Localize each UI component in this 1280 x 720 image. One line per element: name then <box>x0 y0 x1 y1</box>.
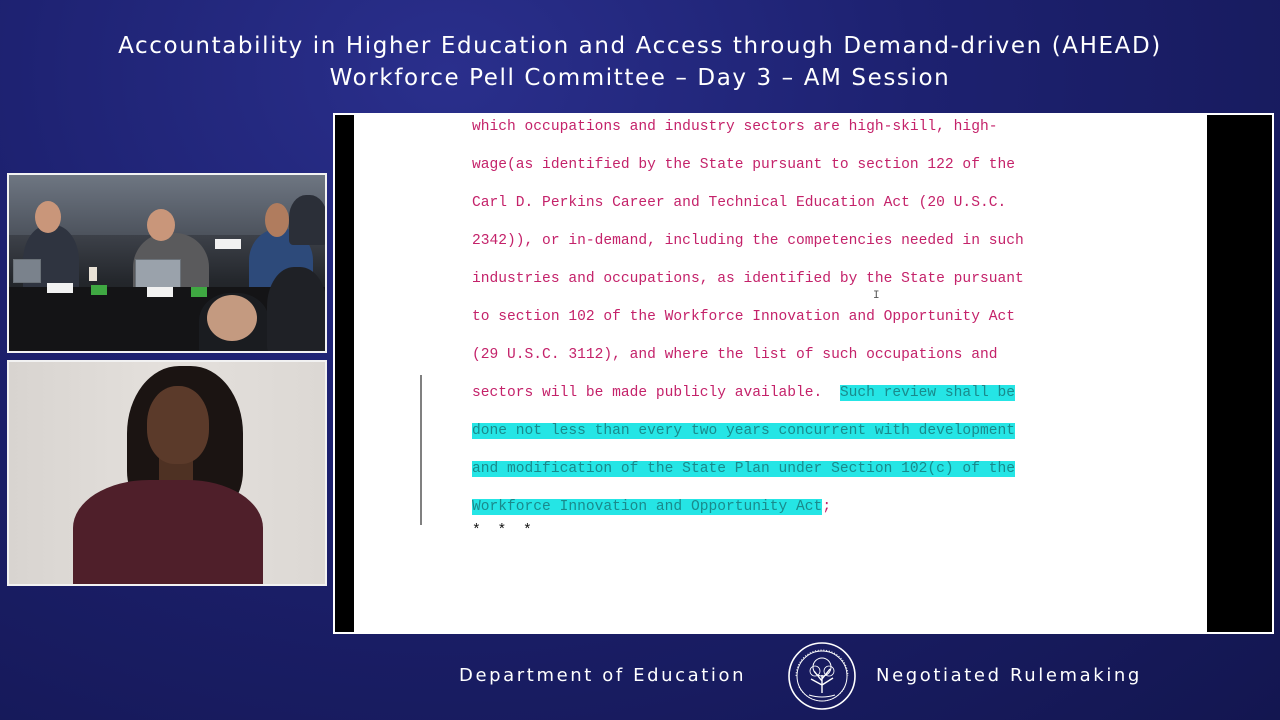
document-line <box>472 374 1132 412</box>
document-text-segment: 2342)), or in-demand, including the competencies needed in such <box>472 233 1024 249</box>
coffee-cup <box>89 267 97 281</box>
text-cursor-icon: I <box>873 290 880 302</box>
document-line <box>472 260 1132 298</box>
highlighted-text: Such review shall be <box>839 385 1015 401</box>
document-text-segment: ; <box>822 499 832 515</box>
document-text-segment: which occupations and industry sectors are high-skill, high- <box>472 119 998 135</box>
document-text-segment: to section 102 of the Workforce Innovation and Opportunity Act <box>472 309 1015 325</box>
session-title-line-1: Accountability in Higher Education and Access through Demand-driven (AHEAD) <box>118 33 1162 59</box>
green-card <box>91 285 107 295</box>
document-line <box>472 146 1132 184</box>
green-card <box>191 287 207 297</box>
participant-3-head <box>265 203 289 237</box>
highlighted-text: and modification of the State Plan under Section 102(c) of the <box>472 461 1015 477</box>
document-text-segment: Carl D. Perkins Career and Technical Education Act (20 U.S.C. <box>472 195 1007 211</box>
document-text-segment: wage(as identified by the State pursuant to section 122 of the <box>472 157 1015 173</box>
footer-rulemaking-label: Negotiated Rulemaking <box>876 665 1142 686</box>
document-page[interactable] <box>354 115 1207 632</box>
document-line <box>472 184 1132 222</box>
shared-document-viewer <box>333 113 1274 634</box>
document-line <box>472 336 1132 374</box>
department-of-education-seal-icon <box>787 641 857 711</box>
session-title <box>0 30 1280 94</box>
interpreter-body <box>73 480 263 586</box>
document-line <box>472 412 1132 450</box>
laptop <box>135 259 181 289</box>
participant-4 <box>289 195 327 245</box>
interpreter-video <box>7 360 327 586</box>
committee-room-video <box>7 173 327 353</box>
omission-stars: * * * <box>472 523 536 539</box>
interpreter-face <box>147 386 209 464</box>
document-line <box>472 488 1132 526</box>
participant-2-head <box>147 209 175 241</box>
document-text-segment: industries and occupations, as identified by the State pursuant <box>472 271 1024 287</box>
revision-change-bar <box>420 375 422 525</box>
document-text-segment: sectors will be made publicly available. <box>472 385 840 401</box>
highlighted-text: done not less than every two years concurrent with development <box>472 423 1015 439</box>
highlighted-text: Workforce Innovation and Opportunity Act <box>472 499 823 515</box>
document-text <box>472 115 1132 526</box>
nameplate <box>47 283 73 293</box>
document-line <box>472 115 1132 146</box>
footer-department-label: Department of Education <box>459 665 747 686</box>
nameplate <box>215 239 241 249</box>
participant-5-head <box>207 295 257 341</box>
document-line <box>472 222 1132 260</box>
session-title-line-2: Workforce Pell Committee – Day 3 – AM Session <box>329 65 951 91</box>
nameplate <box>147 287 173 297</box>
participant-6 <box>267 267 327 353</box>
laptop <box>13 259 41 283</box>
document-line <box>472 298 1132 336</box>
document-text-segment: (29 U.S.C. 3112), and where the list of such occupations and <box>472 347 998 363</box>
participant-1-head <box>35 201 61 233</box>
document-line <box>472 450 1132 488</box>
